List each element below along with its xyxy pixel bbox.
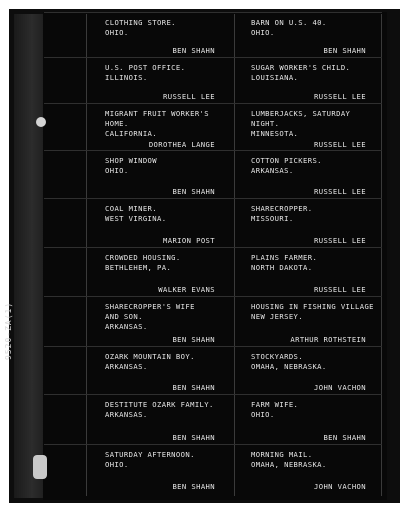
- column-rule-right: [381, 14, 382, 496]
- table-row: [44, 12, 382, 14]
- photographer-credit: RUSSELL LEE: [314, 140, 366, 149]
- caption-text: CLOTHING STORE. OHIO.: [105, 18, 176, 37]
- caption-text: PLAINS FARMER. NORTH DAKOTA.: [251, 253, 318, 272]
- table-row: [44, 247, 382, 249]
- photographer-credit: BEN SHAHN: [172, 187, 215, 196]
- photographer-credit: RUSSELL LEE: [314, 285, 366, 294]
- caption-text: MORNING MAIL. OMAHA, NEBRASKA.: [251, 450, 327, 469]
- photographer-credit: BEN SHAHN: [172, 433, 215, 442]
- table-row: [44, 57, 382, 59]
- photographer-credit: BEN SHAHN: [323, 46, 366, 55]
- caption-text: U.S. POST OFFICE. ILLINOIS.: [105, 63, 186, 82]
- caption-text: FARM WIFE. OHIO.: [251, 400, 299, 419]
- caption-text: SHOP WINDOW OHIO.: [105, 156, 157, 175]
- caption-text: SHARECROPPER. MISSOURI.: [251, 204, 313, 223]
- film-edge-strip: [14, 14, 44, 498]
- caption-text: MIGRANT FRUIT WORKER'S HOME. CALIFORNIA.: [105, 109, 209, 138]
- photographer-credit: BEN SHAHN: [323, 433, 366, 442]
- caption-text: SUGAR WORKER'S CHILD. LOUISIANA.: [251, 63, 351, 82]
- caption-text: HOUSING IN FISHING VILLAGE NEW JERSEY.: [251, 302, 374, 321]
- photographer-credit: RUSSELL LEE: [314, 92, 366, 101]
- table-row: [44, 103, 382, 105]
- photographer-credit: ARTHUR ROTHSTEIN: [290, 335, 366, 344]
- column-rule-middle: [234, 14, 235, 496]
- punch-tag-bottom: [33, 455, 47, 479]
- photographer-credit: WALKER EVANS: [158, 285, 215, 294]
- photographer-credit: BEN SHAHN: [172, 335, 215, 344]
- photographer-credit: JOHN VACHON: [314, 482, 366, 491]
- caption-text: SATURDAY AFTERNOON. OHIO.: [105, 450, 195, 469]
- table-row: [44, 296, 382, 298]
- caption-text: COTTON PICKERS. ARKANSAS.: [251, 156, 322, 175]
- caption-text: CROWDED HOUSING. BETHLEHEM, PA.: [105, 253, 181, 272]
- photographer-credit: BEN SHAHN: [172, 383, 215, 392]
- photographer-credit: JOHN VACHON: [314, 383, 366, 392]
- photographer-credit: DOROTHEA LANGE: [148, 140, 215, 149]
- photographer-credit: RUSSELL LEE: [314, 236, 366, 245]
- table-row: [44, 444, 382, 446]
- photographer-credit: RUSSELL LEE: [163, 92, 215, 101]
- column-rule-left: [86, 14, 87, 496]
- photographer-credit: MARION POST: [163, 236, 215, 245]
- caption-text: OZARK MOUNTAIN BOY. ARKANSAS.: [105, 352, 195, 371]
- table-row: [44, 346, 382, 348]
- caption-sheet: [43, 12, 387, 500]
- table-row: [44, 198, 382, 200]
- photographer-credit: BEN SHAHN: [172, 482, 215, 491]
- photographer-credit: BEN SHAHN: [172, 46, 215, 55]
- caption-text: DESTITUTE OZARK FAMILY. ARKANSAS.: [105, 400, 214, 419]
- caption-text: SHARECROPPER'S WIFE AND SON. ARKANSAS.: [105, 302, 195, 331]
- table-row: [44, 150, 382, 152]
- caption-text: BARN ON U.S. 40. OHIO.: [251, 18, 327, 37]
- punch-hole-top: [36, 117, 46, 127]
- margin-note: 9520-ZA(1): [4, 301, 13, 360]
- caption-text: COAL MINER. WEST VIRGINA.: [105, 204, 167, 223]
- photographer-credit: RUSSELL LEE: [314, 187, 366, 196]
- caption-text: LUMBERJACKS, SATURDAY NIGHT. MINNESOTA.: [251, 109, 351, 138]
- table-row: [44, 394, 382, 396]
- caption-text: STOCKYARDS. OMAHA, NEBRASKA.: [251, 352, 327, 371]
